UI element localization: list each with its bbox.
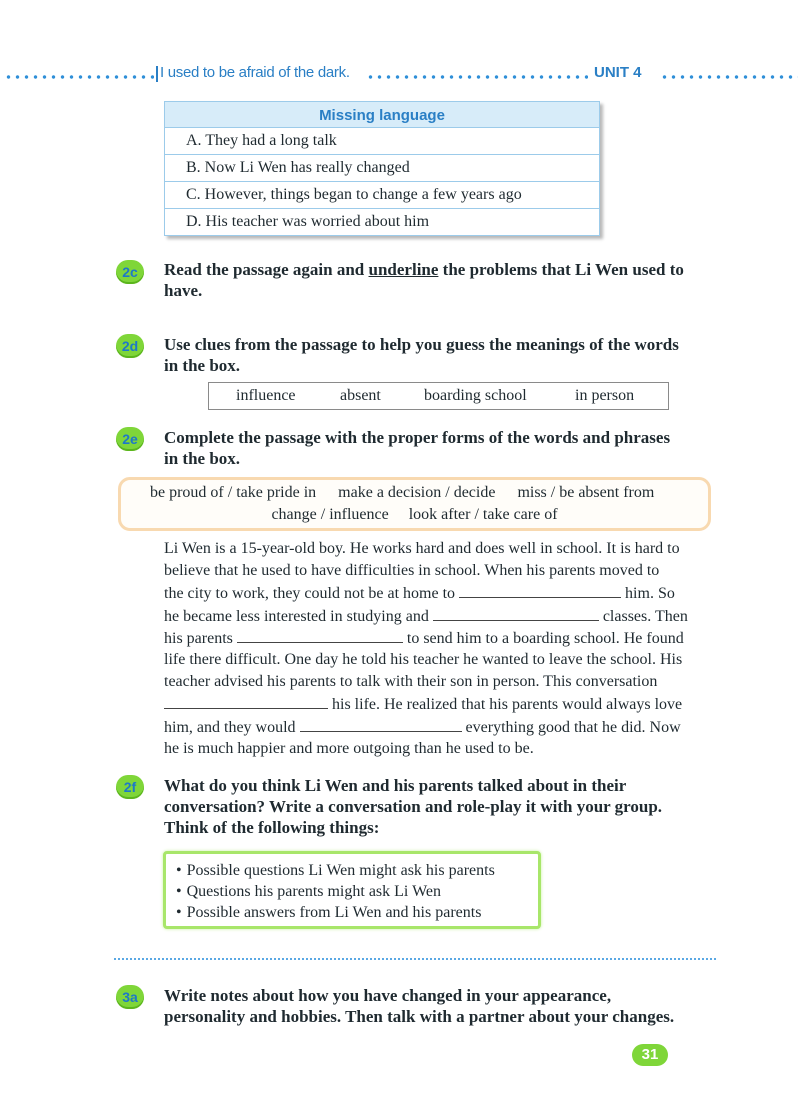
phrase-item: miss / be absent from <box>517 484 655 501</box>
phrase-item: look after / take care of <box>408 506 558 523</box>
phrase-box <box>118 477 711 531</box>
passage-fragment: he became less interested in studying and <box>164 607 429 625</box>
word-box-item: boarding school <box>424 387 527 404</box>
passage-fragment: everything good that he did. Now <box>465 718 681 736</box>
phrase-item: change / influence <box>271 506 389 523</box>
activity-badge-3a: 3a <box>116 985 144 1009</box>
passage-fragment: him, and they would <box>164 718 296 736</box>
instruction-text: in the box. <box>164 449 241 468</box>
word-box <box>208 382 669 410</box>
activity-2f-instruction <box>164 775 734 838</box>
instruction-text: personality and hobbies. Then talk with a partner about your changes. <box>164 1007 675 1026</box>
list-item: • Possible answers from Li Wen and his parents <box>176 902 538 923</box>
underlined-word: underline <box>368 260 439 279</box>
activity-badge-2c: 2c <box>116 260 144 284</box>
activity-2e-instruction <box>164 427 734 469</box>
activity-3a-instruction <box>164 985 734 1027</box>
passage-fragment: classes. Then <box>602 607 688 625</box>
missing-language-heading: Missing language <box>165 102 599 127</box>
passage-line <box>164 716 724 738</box>
missing-language-item: C. However, things began to change a few years ago <box>165 181 599 208</box>
passage-line: he is much happier and more outgoing than he used to be. <box>164 739 534 757</box>
header-dots-right <box>660 74 798 80</box>
answer-blank[interactable] <box>300 716 462 732</box>
passage-fragment: his life. He realized that his parents would always love <box>332 696 683 714</box>
unit-label: UNIT 4 <box>594 64 642 81</box>
missing-language-item: D. His teacher was worried about him <box>165 208 599 235</box>
phrase-item: be proud of / take pride in <box>150 484 317 501</box>
instruction-text: Complete the passage with the proper forms of the words and phrases <box>164 428 671 447</box>
passage-fragment: the city to work, they could not be at home to <box>164 585 456 603</box>
activity-2c-instruction <box>164 259 734 301</box>
instruction-text: Use clues from the passage to help you guess the meanings of the words <box>164 335 679 354</box>
passage-line <box>164 693 724 715</box>
passage-line: Li Wen is a 15-year-old boy. He works hard and does well in school. It is hard to <box>164 540 680 557</box>
instruction-text: Think of the following things: <box>164 818 380 837</box>
passage-fragment: him. So <box>625 585 675 603</box>
missing-language-item: A. They had a long talk <box>165 127 599 154</box>
activity-badge-2f: 2f <box>116 775 144 799</box>
passage-line <box>164 582 724 604</box>
instruction-text: Read the passage again and <box>164 260 369 279</box>
passage-line: teacher advised his parents to talk with their son in person. This conversation <box>164 673 658 691</box>
header-dots-left <box>4 74 154 80</box>
missing-language-item: B. Now Li Wen has really changed <box>165 154 599 181</box>
passage-line: believe that he used to have difficulties in school. When his parents moved to <box>164 562 660 580</box>
instruction-text: conversation? Write a conversation and role-play it with your group. <box>164 797 663 816</box>
instruction-text: in the box. <box>164 356 241 375</box>
word-box-item: influence <box>236 387 296 404</box>
phrase-item: make a decision / decide <box>338 484 496 501</box>
passage-line: life there difficult. One day he told his teacher he wanted to leave the school. His <box>164 650 683 668</box>
passage-fragment: his parents <box>164 629 233 647</box>
word-box-item: in person <box>575 387 635 404</box>
page-number: 31 <box>632 1044 668 1066</box>
instruction-text: What do you think Li Wen and his parents talked about in their <box>164 776 627 795</box>
activity-badge-2e: 2e <box>116 427 144 451</box>
list-item: • Possible questions Li Wen might ask his parents <box>176 860 538 881</box>
list-item: • Questions his parents might ask Li Wen <box>176 881 538 902</box>
activity-badge-2d: 2d <box>116 334 144 358</box>
instruction-text: the problems that Li Wen used to <box>438 260 684 279</box>
word-box-item: absent <box>340 387 381 404</box>
answer-blank[interactable] <box>459 582 621 598</box>
instruction-text: Write notes about how you have changed in your appearance, <box>164 986 612 1005</box>
missing-language-table <box>164 101 600 236</box>
header-divider <box>156 66 158 82</box>
header-dots-middle <box>366 74 588 80</box>
unit-subtitle: I used to be afraid of the dark. <box>160 64 350 81</box>
discussion-points-list <box>166 854 538 923</box>
activity-2d-instruction <box>164 334 734 376</box>
instruction-text: have. <box>164 281 203 300</box>
answer-blank[interactable] <box>164 693 328 709</box>
discussion-points-box <box>163 851 541 929</box>
section-divider <box>114 958 716 960</box>
passage-line <box>164 605 724 627</box>
answer-blank[interactable] <box>237 627 403 643</box>
answer-blank[interactable] <box>433 605 599 621</box>
passage-text <box>164 538 724 760</box>
passage-line <box>164 627 724 649</box>
passage-fragment: to send him to a boarding school. He found <box>406 629 684 647</box>
